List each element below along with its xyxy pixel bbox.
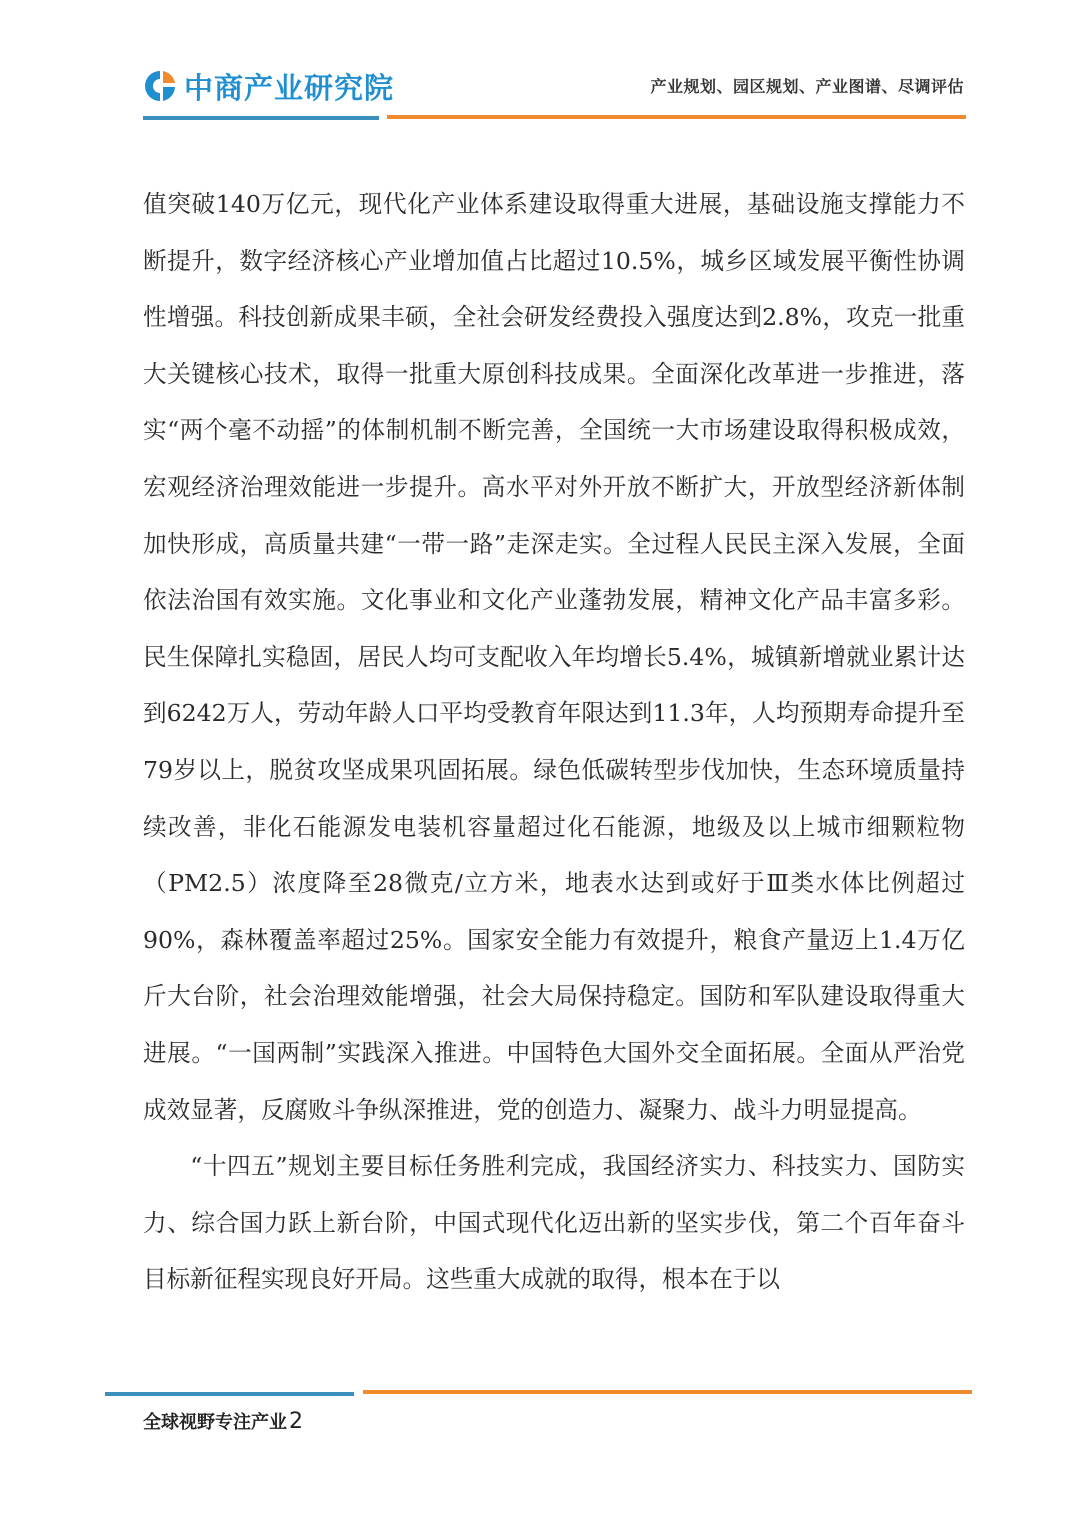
paragraph: “十四五”规划主要目标任务胜利完成，我国经济实力、科技实力、国防实力、综合国力跃上新台阶，中国式现代化迈出新的坚实步伐，第二个百年奋斗目标新征程实现良好开局。这些重大成就的取得，根本在于以 — [143, 1152, 965, 1294]
company-logo — [142, 64, 394, 108]
company-logo-icon — [142, 68, 178, 104]
paragraph-continued: 值突破140万亿元，现代化产业体系建设取得重大进展，基础设施支撑能力不断提升，数字经济核心产业增加值占比超过10.5%，城乡区域发展平衡性协调性增强。科技创新成果丰硕，全社会研发经费投入强度达到2.8%，攻克一批重大关键核心技术，取得一批重大原创科技成果。全面深化改革进一步推进，落实“两个毫不动摇”的体制机制不断完善，全国统一大市场建设取得积极成效，宏观经济治理效能进一步提升。高水平对外开放不断扩大，开放型经济新体制加快形成，高质量共建“一带一路”走深走实。全过程人民民主深入发展，全面依法治国有效实施。文化事业和文化产业蓬勃发展，精神文化产品丰富多彩。民生保障扎实稳固，居民人均可支配收入年均增长5.4%，城镇新增就业累计达到6242万人，劳动年龄人口平均受教育年限达到11.3年，人均预期寿命提升至79岁以上，脱贫攻坚成果巩固拓展。绿色低碳转型步伐加快，生态环境质量持续改善，非化石能源发电装机容量超过化石能源，地级及以上城市细颗粒物（PM2.5）浓度降至28微克/立方米，地表水达到或好于Ⅲ类水体比例超过90%，森林覆盖率超过25%。国家安全能力有效提升，粮食产量迈上1.4万亿斤大台阶，社会治理效能增强，社会大局保持稳定。国防和军队建设取得重大进展。“一国两制”实践深入推进。中国特色大国外交全面拓展。全面从严治党成效显著，反腐败斗争纵深推进，党的创造力、凝聚力、战斗力明显提高。 — [143, 190, 965, 1124]
footer-rule-blue — [105, 1392, 354, 1396]
body-text — [143, 176, 965, 1308]
page-header — [0, 0, 1080, 130]
header-tagline: 产业规划、园区规划、产业图谱、尽调评估 — [650, 77, 964, 96]
logo-text: 中商产业研究院 — [184, 70, 395, 105]
footer-rule-orange — [363, 1390, 972, 1394]
page-footer — [143, 1408, 303, 1434]
page-number: 2 — [289, 1409, 303, 1434]
header-rule-orange — [387, 115, 966, 119]
header-rule-blue — [143, 116, 379, 120]
footer-slogan: 全球视野专注产业 — [143, 1412, 287, 1433]
